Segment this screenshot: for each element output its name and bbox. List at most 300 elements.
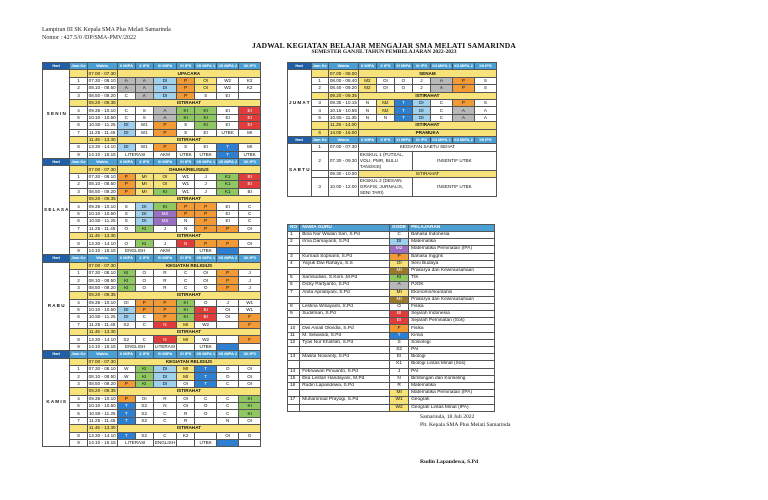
schedule-row xyxy=(43,284,261,291)
column-header: X MIPA xyxy=(358,63,376,70)
column-header: Hari xyxy=(43,159,70,166)
column-header: XI IPS xyxy=(412,63,430,70)
class-cell: S2 xyxy=(117,321,135,328)
class-cell: P xyxy=(153,306,176,313)
subject-code: MI xyxy=(390,296,409,303)
class-cell: J xyxy=(195,181,217,188)
class-cell: O xyxy=(239,432,261,439)
schedule-row xyxy=(43,395,261,402)
period-time: 10.00 - 12.00 xyxy=(328,178,358,197)
class-cell: P xyxy=(195,203,217,210)
class-cell: DI xyxy=(117,144,135,151)
period-number xyxy=(70,425,87,432)
column-header: XII IPS xyxy=(239,351,261,358)
column-header: XII IPS xyxy=(474,136,496,143)
class-cell: W1 xyxy=(135,144,153,151)
schedule-row xyxy=(43,151,261,158)
class-cell: N xyxy=(358,99,376,106)
class-cell: DI xyxy=(117,306,135,313)
class-cell xyxy=(177,343,195,350)
class-cell: KI xyxy=(117,269,135,276)
teacher-name: Bina Nur Wiulan Sari, S.Pd xyxy=(300,232,390,239)
teacher-name: M. Siswandi, S.Pd xyxy=(300,332,390,339)
class-cell: C xyxy=(177,269,195,276)
class-cell: OI xyxy=(376,85,394,92)
subject-name: Geografi Lintas Minat (IPA) xyxy=(409,404,495,411)
class-cell: O xyxy=(117,240,135,247)
column-header: XI MIPA xyxy=(153,159,176,166)
teacher-row xyxy=(288,368,495,375)
teacher-name: Irma Damayanti, S.Pd xyxy=(300,239,390,246)
period-number: 2 xyxy=(70,85,87,92)
column-header: XI MIPA xyxy=(153,351,176,358)
class-cell: W xyxy=(117,373,135,380)
class-cell: F xyxy=(239,336,261,343)
class-cell: S xyxy=(177,122,195,129)
subject-code: T xyxy=(390,332,409,339)
class-cell: R xyxy=(177,410,195,417)
teacher-row xyxy=(288,296,495,303)
period-number xyxy=(70,99,87,106)
activity-label: EKSKUL 2 (DESAIN GRAFIS, JURNALIS, SENI TARI) xyxy=(358,178,412,197)
teacher-number xyxy=(288,404,300,411)
class-cell: W2 xyxy=(195,321,217,328)
class-cell: OI xyxy=(153,173,176,180)
class-cell: C xyxy=(239,218,261,225)
column-header: XII IPS xyxy=(474,63,496,70)
column-header: XII IPS xyxy=(239,255,261,262)
period-number: 8 xyxy=(70,240,87,247)
period-time: 11.45 - 13.30 xyxy=(88,425,116,431)
break-label: ISTIRAHAT xyxy=(117,388,260,395)
class-cell: A xyxy=(474,114,496,121)
teacher-column-header: NAMA GURU xyxy=(300,225,390,232)
day-name: K A M I S xyxy=(43,358,70,447)
subject-name: Biologi xyxy=(409,354,495,361)
class-cell: T xyxy=(195,380,217,387)
period-number: 9 xyxy=(70,151,87,158)
period-time: 11.45 - 13.30 xyxy=(88,233,116,239)
period-number: 2 xyxy=(311,85,328,92)
column-header: XII MIPA 1 xyxy=(431,137,451,143)
class-cell: DI xyxy=(412,99,430,106)
class-cell: MI xyxy=(177,373,195,380)
period-number: 2 xyxy=(70,181,87,188)
schedule-row xyxy=(43,402,261,409)
schedule-row xyxy=(43,277,261,284)
class-cell: S xyxy=(117,218,135,225)
class-cell: N xyxy=(153,402,176,409)
schedule-row xyxy=(43,232,261,239)
period-number: 1 xyxy=(70,269,87,276)
teacher-number: 9 xyxy=(288,311,300,318)
schedule-row xyxy=(43,181,261,188)
period-number: 6 xyxy=(70,314,87,321)
column-header: XI IPS xyxy=(177,255,195,262)
class-cell: A xyxy=(430,77,452,84)
class-cell: EI xyxy=(239,114,261,121)
class-cell xyxy=(217,439,239,446)
teacher-name: Yayuk Dwi Rahayu, S.S xyxy=(300,260,390,267)
class-cell: MI xyxy=(239,144,261,151)
day-name: S E N I N xyxy=(43,70,70,159)
period-number xyxy=(311,122,328,129)
schedule-row xyxy=(43,99,261,106)
period-time: 11.45 - 13.30 xyxy=(88,329,116,335)
period-number: 6 xyxy=(311,129,328,136)
column-header: Waktu xyxy=(87,159,117,166)
schedule-row xyxy=(288,85,497,92)
teacher-number: 1 xyxy=(288,232,300,239)
class-cell: EI xyxy=(217,107,239,114)
teacher-number: 2 xyxy=(288,239,300,246)
activity-label: KEGIATAN SABTU SEHAT xyxy=(358,144,496,151)
class-cell: KI xyxy=(117,284,135,291)
class-cell: P xyxy=(195,225,217,232)
period-number: 5 xyxy=(311,114,328,121)
class-cell: EI xyxy=(239,122,261,129)
column-header: Jam Ke xyxy=(71,159,86,165)
break-label: ISTIRAHAT xyxy=(117,329,260,336)
class-cell: BI xyxy=(239,188,261,195)
class-cell: EI xyxy=(217,122,239,129)
subject-name: Matematika xyxy=(409,239,495,246)
class-cell: MI xyxy=(177,366,195,373)
teacher-legend-table xyxy=(287,224,495,412)
column-header: Jam Ke xyxy=(71,351,86,357)
class-cell: J xyxy=(195,173,217,180)
period-number: 7 xyxy=(70,417,87,424)
period-number xyxy=(311,92,328,99)
period-time: 11.25 - 11.45 xyxy=(88,129,116,135)
period-number: 1 xyxy=(70,366,87,373)
class-cell: DI xyxy=(117,129,135,136)
period-time: 10.50 - 11.25 xyxy=(88,314,116,320)
activity-label: EKSKUL 1 (FUTSAL, VOLI, PMR, BULU TANGKIS) xyxy=(358,151,412,170)
class-cell: A xyxy=(153,114,176,121)
teacher-row xyxy=(288,246,495,253)
subject-name: Fisika xyxy=(409,325,495,332)
period-number: 5 xyxy=(70,210,87,217)
class-cell: EI xyxy=(195,129,217,136)
teacher-number: 13 xyxy=(288,354,300,361)
class-cell: KI xyxy=(135,380,153,387)
class-cell: A xyxy=(135,92,153,99)
teacher-column-header: PELAJARAN xyxy=(409,225,495,232)
teacher-row xyxy=(288,253,495,260)
class-cell: K2 xyxy=(239,77,261,84)
class-cell: T xyxy=(117,432,135,439)
class-cell: F xyxy=(239,314,261,321)
class-cell: T xyxy=(195,366,217,373)
class-cell: O xyxy=(195,299,217,306)
schedule-row xyxy=(43,129,261,136)
period-time: 14.10 - 15.15 xyxy=(88,151,116,157)
class-cell: N xyxy=(177,225,195,232)
class-cell: A xyxy=(452,114,474,121)
teacher-row xyxy=(288,232,495,239)
class-cell: KI xyxy=(135,225,153,232)
doc-ref-line1: Lampiran III SK Kepala SMA Plus Melati Samarinda xyxy=(42,27,171,33)
period-number: 3 xyxy=(311,99,328,106)
period-number: 9 xyxy=(70,343,87,350)
class-cell: W1 xyxy=(135,122,153,129)
teacher-number xyxy=(288,390,300,397)
period-time: 08.10 - 08.50 xyxy=(88,277,116,283)
class-cell: DI xyxy=(153,366,176,373)
class-cell: W1 xyxy=(177,181,195,188)
period-number: 8 xyxy=(70,336,87,343)
period-number: 3 xyxy=(70,92,87,99)
column-header: XI IPS xyxy=(177,159,195,166)
class-cell: P xyxy=(452,99,474,106)
class-cell: C xyxy=(117,114,135,121)
teacher-row xyxy=(288,318,495,325)
column-header: X IPS xyxy=(135,63,153,70)
class-cell: P xyxy=(177,203,195,210)
class-cell: ENGLISH xyxy=(154,440,176,446)
class-cell: P xyxy=(153,129,176,136)
teacher-number xyxy=(288,267,300,274)
teacher-row xyxy=(288,347,495,354)
teacher-name: Dicky Partyanto, S.Pd xyxy=(300,282,390,289)
subject-code: A xyxy=(390,282,409,289)
subject-name: Matematika Peminatan (IPA) xyxy=(409,390,495,397)
teacher-row xyxy=(288,289,495,296)
schedule-row xyxy=(43,85,261,92)
subject-code: F xyxy=(390,325,409,332)
subject-code: K1 xyxy=(390,361,409,368)
class-cell: C xyxy=(217,402,239,409)
period-time: 10.15 - 10.55 xyxy=(329,107,357,113)
schedule-row xyxy=(43,144,261,151)
class-cell: C xyxy=(239,203,261,210)
schedule-row xyxy=(43,358,261,365)
column-header: Waktu xyxy=(87,351,117,358)
schedule-row xyxy=(43,388,261,395)
period-number: 6 xyxy=(70,122,87,129)
activity-note: INSENTIF UTBK xyxy=(412,151,496,170)
class-cell: J xyxy=(153,225,176,232)
class-cell: R xyxy=(153,395,176,402)
period-number: 4 xyxy=(70,299,87,306)
period-number: 5 xyxy=(70,306,87,313)
period-number xyxy=(70,196,87,203)
class-cell xyxy=(217,247,239,254)
class-cell: DI xyxy=(135,218,153,225)
period-time: 07.30 - 08.10 xyxy=(88,174,116,180)
period-number: 8 xyxy=(70,432,87,439)
period-time: 09.30 - 10.00 xyxy=(329,170,357,176)
period-time: 07.30 - 08.10 xyxy=(88,270,116,276)
period-number: 6 xyxy=(70,410,87,417)
class-cell xyxy=(239,343,261,350)
column-header: X MIPA xyxy=(358,136,376,143)
subject-code: OI xyxy=(390,260,409,267)
class-cell: DI xyxy=(153,92,176,99)
teacher-name xyxy=(300,390,390,397)
subject-code: N xyxy=(390,375,409,382)
class-cell xyxy=(177,247,195,254)
period-time: 07.00 - 07.30 xyxy=(88,262,116,268)
class-cell: N xyxy=(177,240,195,247)
subject-code: S xyxy=(390,339,409,346)
class-cell: EI xyxy=(217,92,239,99)
class-cell: T xyxy=(117,402,135,409)
subject-code: DI xyxy=(390,239,409,246)
class-cell: BI xyxy=(195,306,217,313)
teacher-row xyxy=(288,390,495,397)
period-time: 08.00 - 08.40 xyxy=(329,77,357,83)
period-number xyxy=(311,170,328,177)
class-cell: S xyxy=(135,107,153,114)
class-cell: OI xyxy=(239,373,261,380)
class-cell: OI xyxy=(195,277,217,284)
period-number: 7 xyxy=(70,225,87,232)
column-header: Hari xyxy=(288,63,312,70)
period-number: 1 xyxy=(311,144,328,151)
class-cell: P xyxy=(117,380,135,387)
period-number xyxy=(311,70,328,77)
subject-name: Sejarah Peminatan (Sos) xyxy=(409,318,495,325)
class-cell: P xyxy=(217,225,239,232)
schedule-row xyxy=(43,166,261,173)
period-time: 13.30 - 14.10 xyxy=(88,432,116,438)
class-cell: OI xyxy=(239,225,261,232)
subject-name: Bahasa Indonesia xyxy=(409,232,495,239)
column-header: Hari xyxy=(43,255,70,262)
column-header: XI IPS xyxy=(177,63,195,70)
class-cell: A xyxy=(452,107,474,114)
schedule-row xyxy=(288,77,497,84)
schedule-row xyxy=(43,425,261,432)
teacher-name: Anita Apriatiyani, S.Pd xyxy=(300,289,390,296)
period-number xyxy=(70,292,87,299)
class-cell: W1 xyxy=(177,188,195,195)
class-cell: OI xyxy=(239,380,261,387)
teacher-row xyxy=(288,260,495,267)
class-cell: KI xyxy=(177,314,195,321)
class-cell: KI xyxy=(135,373,153,380)
class-cell: P xyxy=(153,122,176,129)
class-cell: R xyxy=(153,277,176,284)
period-time: 10.10 - 10.50 xyxy=(88,114,116,120)
class-cell: O xyxy=(195,402,217,409)
column-header: Hari xyxy=(43,63,70,70)
schedule-row xyxy=(43,203,261,210)
class-cell: C xyxy=(217,410,239,417)
period-time: 08.50 - 09.20 xyxy=(88,284,116,290)
class-cell: J xyxy=(153,240,176,247)
teacher-number: 15 xyxy=(288,375,300,382)
column-header: XI MIPA xyxy=(153,255,176,262)
schedule-row xyxy=(43,188,261,195)
class-cell: OI xyxy=(376,77,394,84)
subject-name: Ekonomi/Akuntansi xyxy=(409,289,495,296)
class-cell: EI xyxy=(217,218,239,225)
column-header: X MIPA xyxy=(117,159,135,166)
class-cell: OI xyxy=(239,417,261,424)
class-cell: J xyxy=(195,188,217,195)
schedule-row xyxy=(43,292,261,299)
schedule-row xyxy=(43,336,261,343)
class-cell: S xyxy=(117,210,135,217)
teacher-name: Febriawan Pinuanto, S.Pd xyxy=(300,368,390,375)
class-cell: LITERASI xyxy=(154,344,176,350)
class-cell: P xyxy=(195,240,217,247)
class-cell: N xyxy=(217,417,239,424)
class-cell: O xyxy=(135,269,153,276)
teacher-number xyxy=(288,246,300,253)
schedule-row xyxy=(43,314,261,321)
class-cell: M2 xyxy=(376,99,394,106)
column-header: XII MIPA 2 xyxy=(218,351,238,357)
class-cell xyxy=(217,336,239,343)
teacher-number: 4 xyxy=(288,260,300,267)
teacher-column-header: KODE xyxy=(390,225,409,232)
class-cell: O xyxy=(117,225,135,232)
period-time: 13.30 - 14.10 xyxy=(88,240,116,246)
subject-name: Prakarya dan Kewirausahaan xyxy=(409,296,495,303)
class-cell: P xyxy=(135,306,153,313)
schedule-table-right xyxy=(287,62,497,197)
day-name: S A B T U xyxy=(288,144,312,197)
class-cell: W2 xyxy=(217,85,239,92)
class-cell: P xyxy=(117,181,135,188)
subject-name: PAI xyxy=(409,347,495,354)
class-cell: OI xyxy=(195,85,217,92)
class-cell xyxy=(217,343,239,350)
class-cell: OI xyxy=(117,299,135,306)
subject-name: Seni Budaya xyxy=(409,260,495,267)
class-cell: A xyxy=(474,107,496,114)
class-cell: J xyxy=(239,277,261,284)
column-header: XI IPS xyxy=(177,351,195,358)
schedule-row xyxy=(43,114,261,121)
class-cell xyxy=(195,432,217,439)
class-cell: W1 xyxy=(177,173,195,180)
class-cell: J xyxy=(412,85,430,92)
column-header: XI MIPA xyxy=(153,63,176,70)
class-cell: EI xyxy=(239,107,261,114)
break-label: PRAMUKA xyxy=(358,129,496,136)
teacher-row xyxy=(288,325,495,332)
period-time: 09.20 - 09.35 xyxy=(88,388,116,394)
break-label: ISTIRAHAT xyxy=(117,196,260,203)
schedule-row xyxy=(43,321,261,328)
signature-place-date: Samarinda, 18 Juli 2022 xyxy=(420,414,475,420)
schedule-row xyxy=(43,366,261,373)
teacher-name: Muhammad Prayogi, S.Pd xyxy=(300,397,390,404)
subject-name: TIK xyxy=(409,275,495,282)
class-cell: MI xyxy=(177,336,195,343)
class-cell: AKM xyxy=(153,151,176,158)
period-number: 9 xyxy=(70,247,87,254)
class-cell: LITERASI xyxy=(117,439,153,446)
column-header: XI MIPA xyxy=(396,137,411,143)
column-header: Waktu xyxy=(328,63,358,70)
class-cell: T xyxy=(394,99,412,106)
period-time: 08.50 - 09.20 xyxy=(88,188,116,194)
class-cell: O xyxy=(217,373,239,380)
teacher-number xyxy=(288,296,300,303)
class-cell: C xyxy=(217,380,239,387)
teacher-row xyxy=(288,332,495,339)
class-cell xyxy=(195,417,217,424)
period-time: 09.20 - 09.35 xyxy=(88,196,116,202)
teacher-name: Masita Novianty, S.Pd xyxy=(300,354,390,361)
teacher-name xyxy=(300,267,390,274)
